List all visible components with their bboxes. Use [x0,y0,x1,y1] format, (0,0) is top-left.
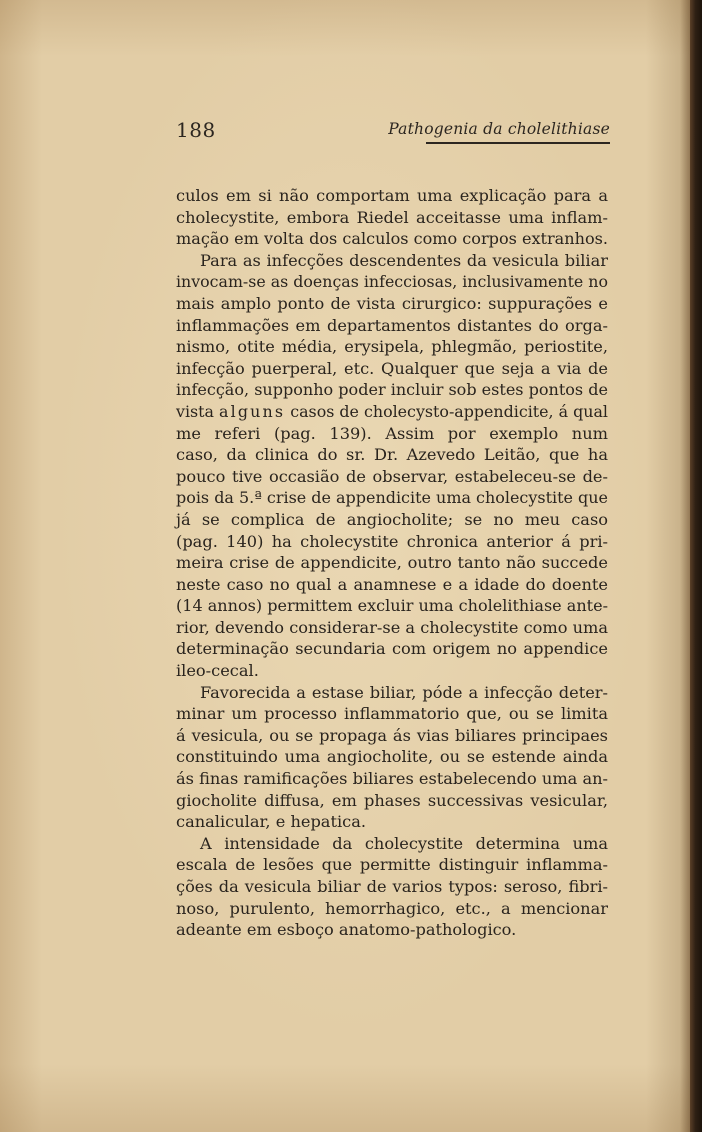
text-line: infecção puerperal, etc. Qualquer que seja a via de [176,358,608,378]
text-line: nismo, otite média, erysipela, phlegmão, periostite, [176,337,608,357]
text-line: Para as infecções descendentes da vesicula biliar [200,250,608,270]
page-header [176,118,610,148]
text-line: ções da vesicula biliar de varios typos: seroso, fibri- [176,877,608,896]
text-line: adeante em esboço anatomo-pathologico. [176,920,517,940]
page-edge-shadow [680,0,690,1132]
text-line: determinação secundaria com origem no appendice [176,639,608,659]
text-line: caso, da clinica do sr. Dr. Azevedo Leitão, que ha [176,445,608,465]
text-line: invocam-se as doenças infecciosas, inclusivamente no [176,272,608,292]
book-spine-edge [690,0,702,1132]
text-line: cholecystite, embora Riedel acceitasse uma inflam- [176,207,608,227]
text-line: minar um processo inflammatorio que, ou se limita [176,704,608,724]
text-line: giocholite diffusa, em phases successivas vesicular, [176,790,608,810]
text-line: (14 annos) permittem excluir uma cholelithiase ante- [176,596,608,616]
text-line: A intensidade da cholecystite determina uma [200,833,608,853]
text-line: constituindo uma angiocholite, ou se estende ainda [176,747,608,767]
text-line: escala de lesões que permitte distinguir inflamma- [176,855,608,875]
text-line: culos em si não comportam uma explicação para a [176,186,608,205]
text-line: rior, devendo considerar-se a cholecystite como uma [176,617,608,637]
text-line: mação em volta dos calculos como corpos extranhos. [176,229,608,249]
text-line-part: casos de cholecysto-appendicite, á qual [285,401,608,421]
text-line: me referi (pag. 139). Assim por exemplo num [176,423,608,443]
text-line: já se complica de angiocholite; se no meu caso [176,509,608,529]
text-line: ileo-cecal. [176,661,259,681]
body-text [176,185,608,941]
text-line: mais amplo ponto de vista cirurgico: suppurações e [176,293,608,313]
text-line: inflammações em departamentos distantes do orga- [176,315,608,335]
text-line: canalicular, e hepatica. [176,812,367,832]
spaced-emphasis: alguns [219,401,286,421]
text-line: infecção, supponho poder incluir sob estes pontos de [176,380,608,400]
page-number: 188 [176,118,216,142]
text-line: pouco tive occasião de observar, estabeleceu-se de- [176,466,608,486]
text-line-part: vista [176,401,220,421]
text-line: Favorecida a estase biliar, póde a infecção deter- [200,682,608,702]
text-line: á vesicula, ou se propaga ás vias biliares principaes [176,725,608,745]
text-line: meira crise de appendicite, outro tanto não succede [176,553,608,573]
text-line: noso, purulento, hemorrhagico, etc., a mencionar [176,898,608,918]
running-title: Pathogenia da cholelithiase [388,120,610,138]
header-rule [426,142,610,144]
text-line: pois da 5.ª crise de appendicite uma cholecystite que [176,488,608,508]
text-line: (pag. 140) ha cholecystite chronica anterior á pri- [176,531,608,551]
text-line [176,401,608,423]
text-line: ás finas ramificações biliares estabelecendo uma an- [176,769,608,789]
text-line: neste caso no qual a anamnese e a idade do doente [176,574,608,594]
